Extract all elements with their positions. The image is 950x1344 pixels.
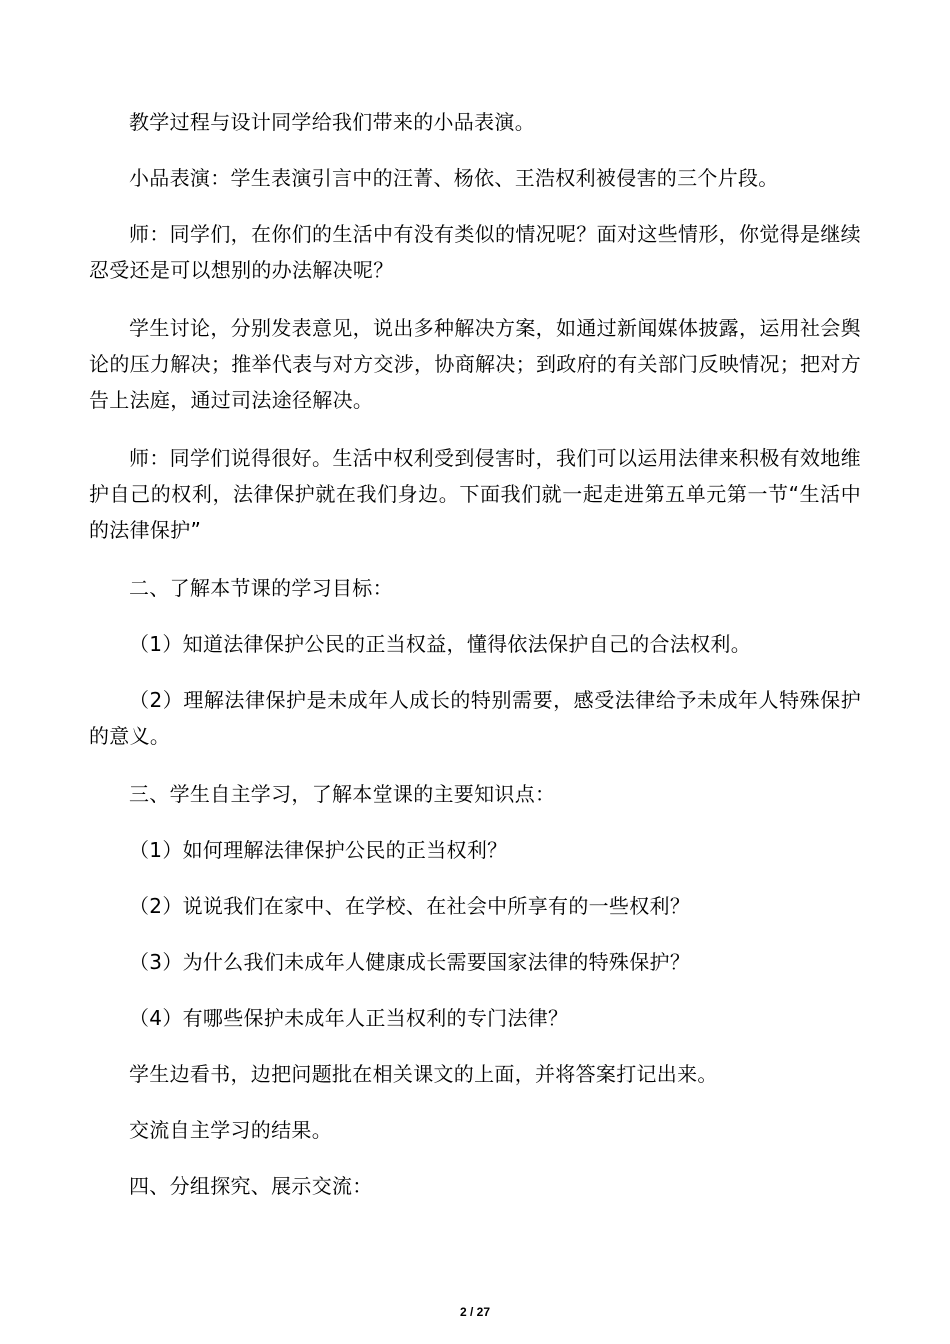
list-item: （2）理解法律保护是未成年人成长的特别需要，感受法律给予未成年人特殊保护的意义。 <box>89 688 861 748</box>
list-item: （4）有哪些保护未成年人正当权利的专门法律？ <box>129 1006 569 1030</box>
paragraph: 学生讨论，分别发表意见，说出多种解决方案，如通过新闻媒体披露，运用社会舆论的压力解决；推举代表与对方交涉，协商解决；到政府的有关部门反映情况；把对方告上法庭，通过司法途径解决。 <box>89 316 861 412</box>
page-number: 2 / 27 <box>459 1305 491 1319</box>
paragraph: 学生边看书，边把问题批在相关课文的上面，并将答案打记出来。 <box>129 1062 718 1086</box>
list-item: （3）为什么我们未成年人健康成长需要国家法律的特殊保护？ <box>129 950 691 974</box>
section-heading: 四、分组探究、展示交流： <box>129 1174 373 1198</box>
paragraph: 小品表演：学生表演引言中的汪菁、杨依、王浩权利被侵害的三个片段。 <box>129 166 779 190</box>
list-item: （2）说说我们在家中、在学校、在社会中所享有的一些权利？ <box>129 894 691 918</box>
paragraph: 师：同学们，在你们的生活中有没有类似的情况呢？面对这些情形，你觉得是继续忍受还是可以想别的办法解决呢？ <box>89 222 861 282</box>
paragraph: 交流自主学习的结果。 <box>129 1118 332 1142</box>
paragraph: 教学过程与设计同学给我们带来的小品表演。 <box>129 110 535 134</box>
list-item: （1）知道法律保护公民的正当权益，懂得依法保护自己的合法权利。 <box>129 632 752 656</box>
paragraph: 师：同学们说得很好。生活中权利受到侵害时，我们可以运用法律来积极有效地维护自己的权利，法律保护就在我们身边。下面我们就一起走进第五单元第一节“生活中的法律保护” <box>89 446 861 542</box>
section-heading: 三、学生自主学习，了解本堂课的主要知识点： <box>129 782 556 806</box>
document-body <box>89 104 861 1224</box>
list-item: （1）如何理解法律保护公民的正当权利？ <box>129 838 508 862</box>
section-heading: 二、了解本节课的学习目标： <box>129 576 393 600</box>
